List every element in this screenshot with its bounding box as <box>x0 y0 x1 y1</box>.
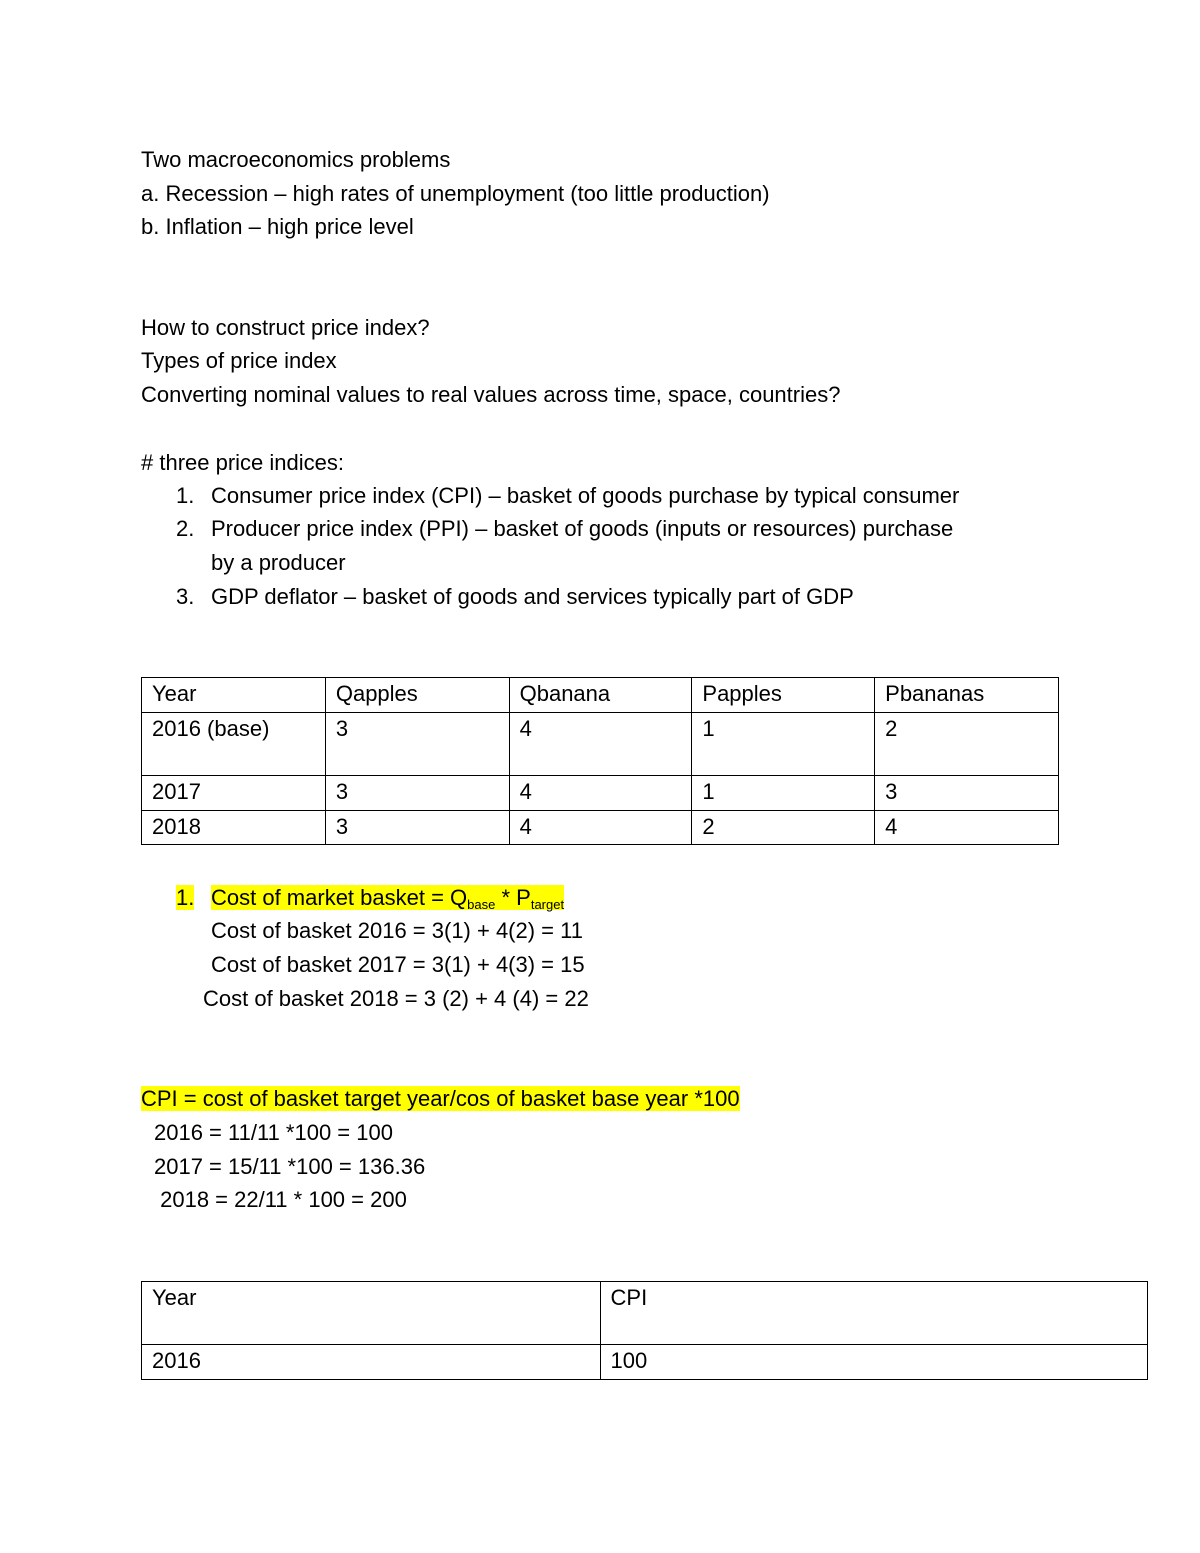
list-item-text: Consumer price index (CPI) – basket of goods purchase by typical consumer <box>211 483 960 508</box>
table-cell: 2017 <box>142 776 326 811</box>
table-row <box>142 776 1059 811</box>
table-cell: 2018 <box>142 811 326 845</box>
intro-item-b: b. Inflation – high price level <box>141 214 414 239</box>
cpi-calc-line: 2016 = 11/11 *100 = 100 <box>154 1120 393 1145</box>
table-cell: 3 <box>875 776 1059 811</box>
indices-heading: # three price indices: <box>141 450 344 475</box>
intro-title: Two macroeconomics problems <box>141 147 451 172</box>
table-cell: 4 <box>509 776 692 811</box>
basket-calc-line: Cost of basket 2016 = 3(1) + 4(2) = 11 <box>211 918 583 943</box>
list-item-number: 2. <box>176 516 195 541</box>
table-header-cell: Qbanana <box>509 678 692 713</box>
table-cell: 3 <box>325 776 509 811</box>
list-item-continuation: by a producer <box>211 550 346 575</box>
table-cell: 2016 <box>142 1345 601 1380</box>
table-cell: 3 <box>325 713 509 776</box>
question-line: Converting nominal values to real values across time, space, countries? <box>141 382 841 407</box>
table-header-cell: Year <box>142 678 326 713</box>
list-item-number: 1. <box>176 483 195 508</box>
basket-item-number <box>176 884 194 912</box>
table-cell: 2 <box>875 713 1059 776</box>
formula-subscript-target: target <box>530 897 565 912</box>
basket-calc-line: Cost of basket 2018 = 3 (2) + 4 (4) = 22 <box>203 986 589 1011</box>
table-row <box>142 713 1059 776</box>
intro-item-a: a. Recession – high rates of unemployment (too little production) <box>141 181 770 206</box>
table-cell: 1 <box>692 713 875 776</box>
table-cell: 2016 (base) <box>142 713 326 776</box>
formula-text: Cost of market basket = Q <box>211 885 468 910</box>
table-cell: 100 <box>600 1345 1147 1380</box>
table-header-cell: Qapples <box>325 678 509 713</box>
table-row <box>142 811 1059 845</box>
question-line: How to construct price index? <box>141 315 430 340</box>
table-header-cell: Year <box>142 1282 601 1345</box>
cpi-calc-line: 2018 = 22/11 * 100 = 200 <box>154 1187 407 1212</box>
cpi-calc-line: 2017 = 15/11 *100 = 136.36 <box>154 1154 426 1179</box>
table-cell: 4 <box>875 811 1059 845</box>
table-header-row <box>142 678 1059 713</box>
cpi-table <box>141 1281 1148 1380</box>
basket-formula <box>211 884 564 912</box>
list-item-text: Producer price index (PPI) – basket of goods (inputs or resources) purchase <box>211 516 954 541</box>
cpi-formula <box>141 1085 740 1113</box>
table-cell: 4 <box>509 713 692 776</box>
table-row <box>142 1345 1148 1380</box>
question-line: Types of price index <box>141 348 337 373</box>
table-header-cell: CPI <box>600 1282 1147 1345</box>
cpi-formula-highlight: CPI = cost of basket target year/cos of basket base year *100 <box>141 1086 740 1111</box>
formula-text: * P <box>495 885 531 910</box>
price-quantity-table <box>141 677 1059 845</box>
list-item-number: 3. <box>176 584 195 609</box>
table-cell: 2 <box>692 811 875 845</box>
table-cell: 3 <box>325 811 509 845</box>
formula-subscript-base: base <box>467 897 496 912</box>
table-cell: 1 <box>692 776 875 811</box>
table-cell: 4 <box>509 811 692 845</box>
basket-number-label: 1. <box>176 885 195 910</box>
basket-formula-highlight <box>211 885 564 910</box>
table-header-cell: Pbananas <box>875 678 1059 713</box>
table-header-row <box>142 1282 1148 1345</box>
list-item-text: GDP deflator – basket of goods and services typically part of GDP <box>211 584 854 609</box>
basket-calc-line: Cost of basket 2017 = 3(1) + 4(3) = 15 <box>211 952 585 977</box>
table-header-cell: Papples <box>692 678 875 713</box>
